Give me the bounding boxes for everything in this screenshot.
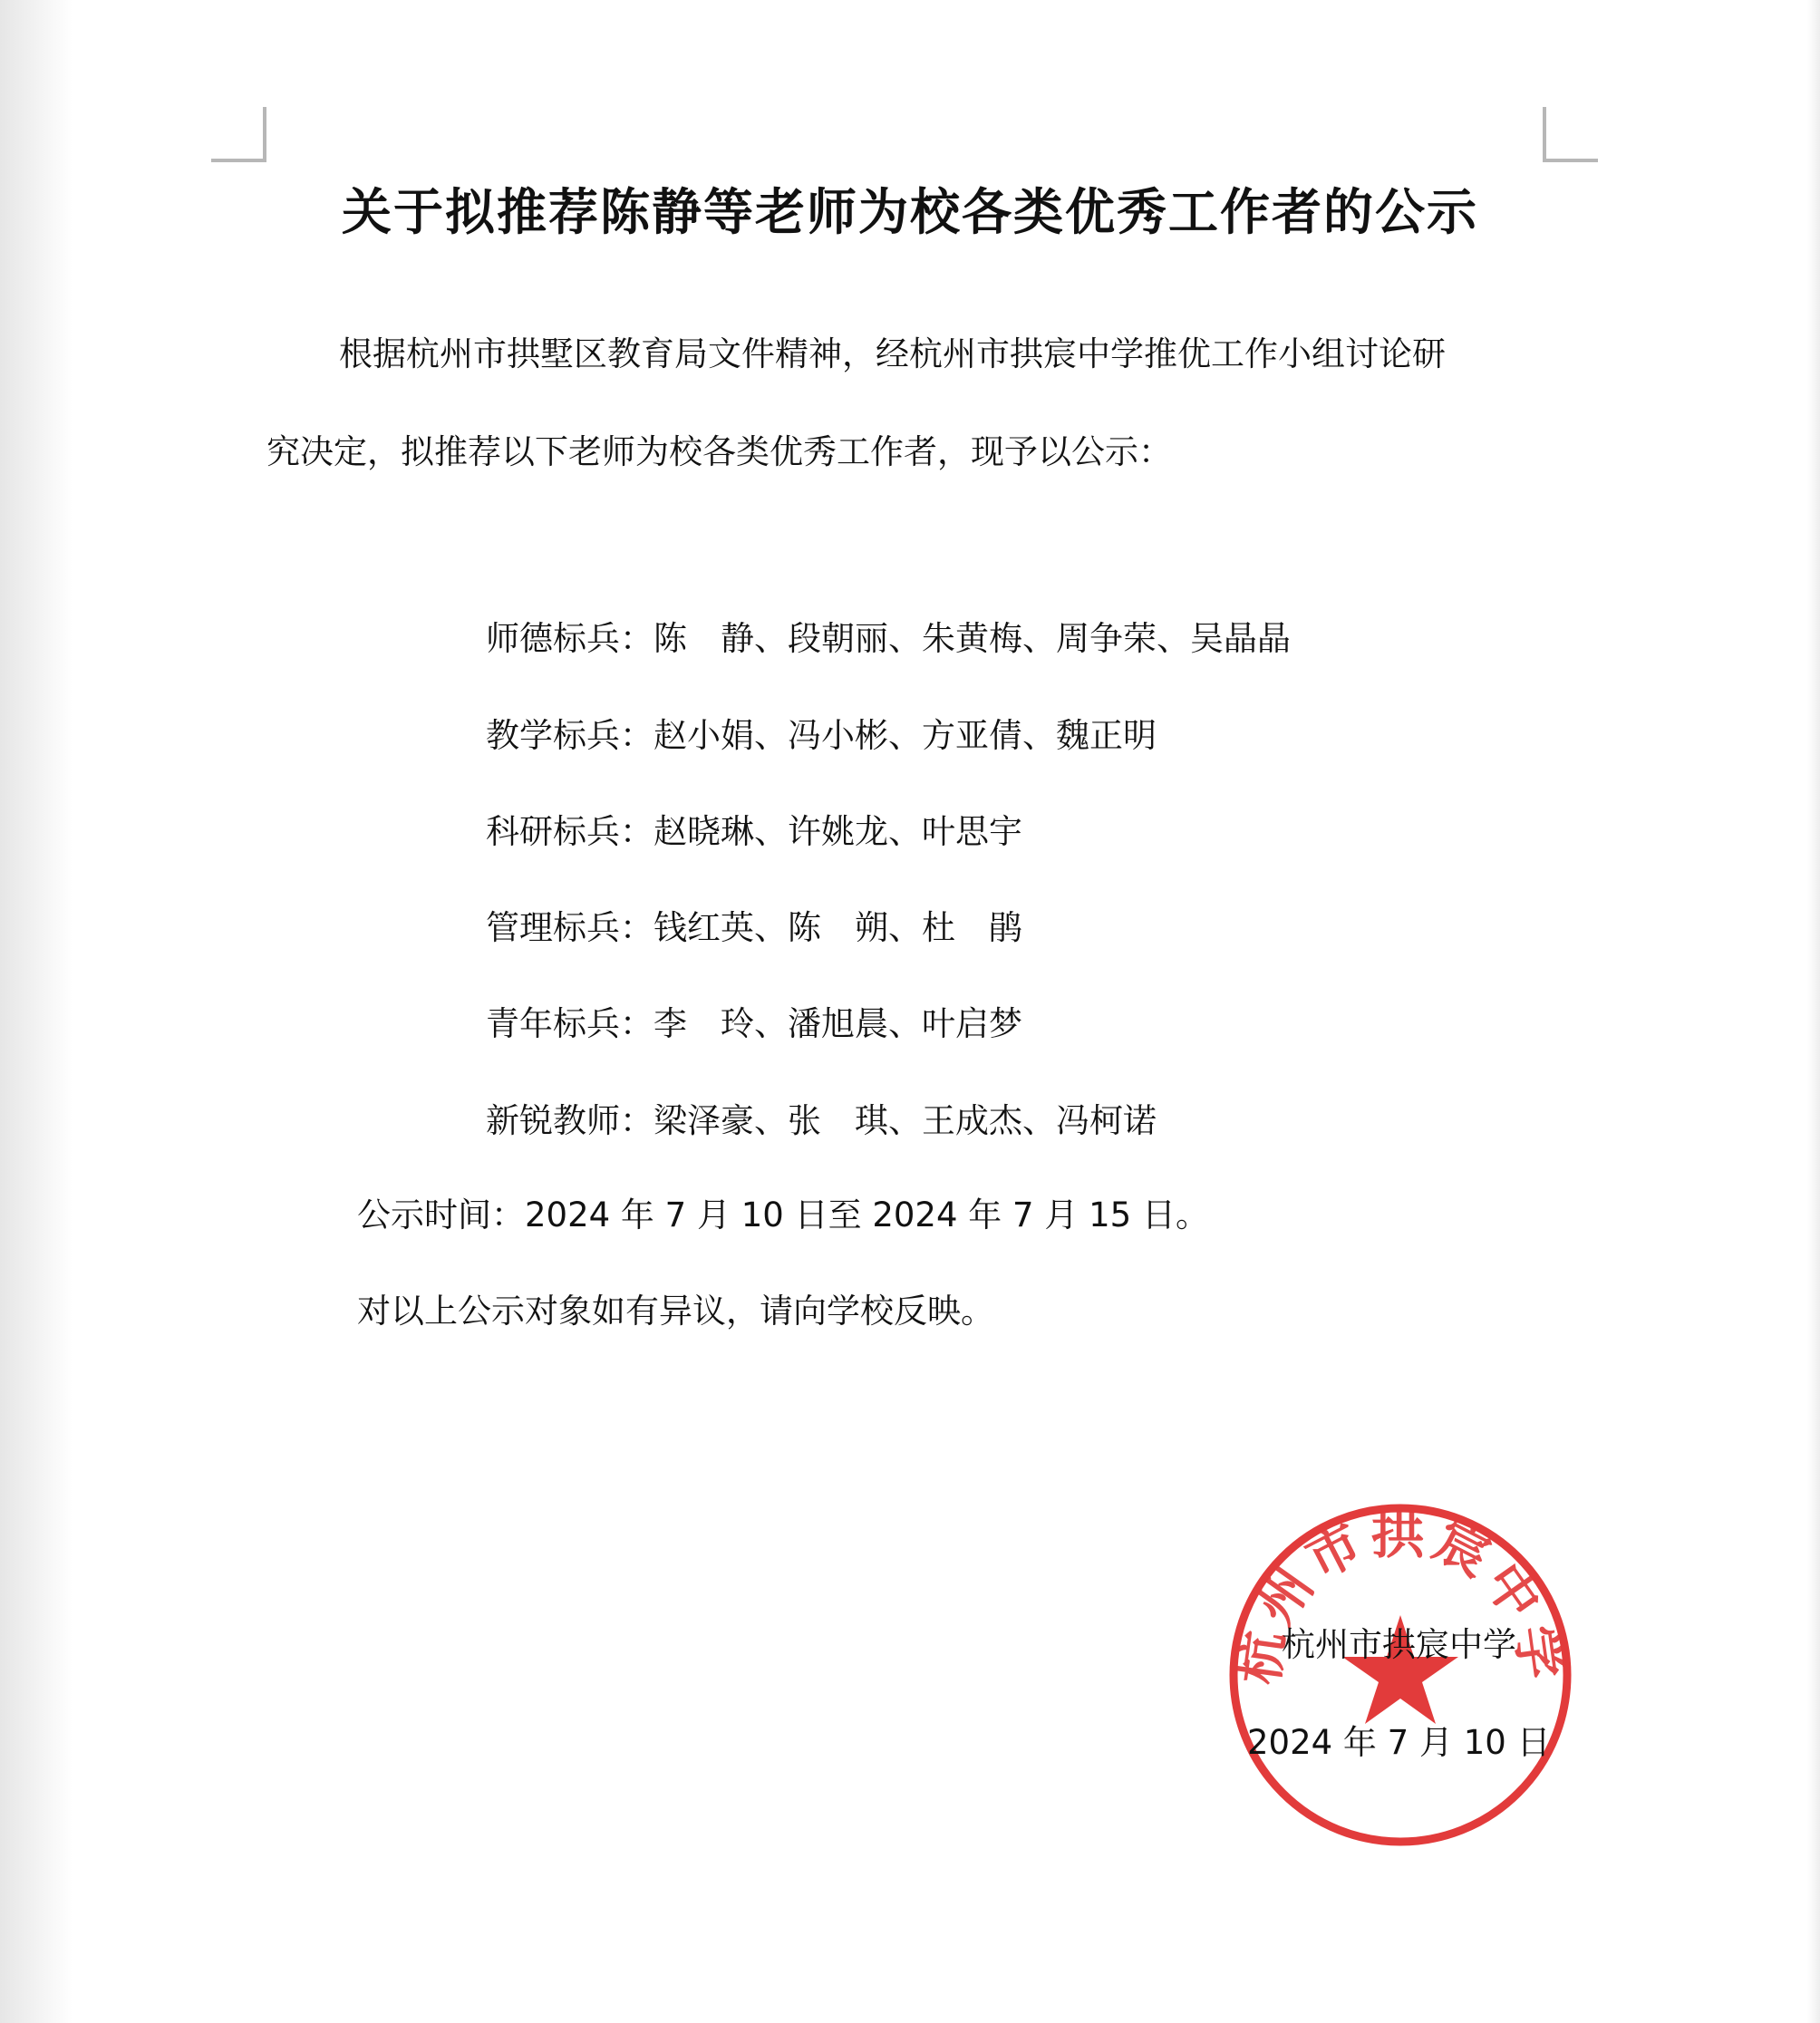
award-line	[486, 716, 1157, 755]
crop-mark-top-right	[1543, 107, 1598, 162]
award-line	[486, 1101, 1157, 1140]
seal-text: 杭州市拱宸中学	[1227, 1503, 1573, 1689]
award-category-label: 师德标兵：	[486, 619, 653, 658]
announcement-period: 公示时间：2024 年 7 月 10 日至 2024 年 7 月 15 日。	[357, 1195, 1209, 1234]
award-category-label: 管理标兵：	[486, 908, 653, 947]
award-line	[486, 908, 1022, 947]
intro-paragraph-line-2: 究决定，拟推荐以下老师为校各类优秀工作者，现予以公示：	[266, 432, 1172, 471]
award-line	[486, 812, 1022, 851]
intro-paragraph-line-1: 根据杭州市拱墅区教育局文件精神，经杭州市拱宸中学推优工作小组讨论研	[339, 334, 1446, 373]
award-line	[486, 619, 1291, 658]
document-title: 关于拟推荐陈静等老师为校各类优秀工作者的公示	[341, 183, 1478, 241]
award-names: 陈 静、段朝丽、朱黄梅、周争荣、吴晶晶	[653, 619, 1291, 658]
award-names: 李 玲、潘旭晨、叶启梦	[653, 1004, 1022, 1043]
award-line	[486, 1004, 1022, 1043]
award-names: 赵小娟、冯小彬、方亚倩、魏正明	[653, 716, 1157, 755]
award-category-label: 青年标兵：	[486, 1004, 653, 1043]
award-names: 梁泽豪、张 琪、王成杰、冯柯诺	[653, 1101, 1157, 1140]
award-category-label: 科研标兵：	[486, 812, 653, 851]
school-seal	[1226, 1501, 1574, 1849]
award-names: 赵晓琳、许姚龙、叶思宇	[653, 812, 1022, 851]
signature-date: 2024 年 7 月 10 日	[1247, 1723, 1551, 1762]
award-category-label: 教学标兵：	[486, 716, 653, 755]
objection-notice: 对以上公示对象如有异议，请向学校反映。	[357, 1292, 994, 1331]
crop-mark-top-left	[211, 107, 266, 162]
award-names: 钱红英、陈 朔、杜 鹃	[653, 908, 1022, 947]
page-shadow-right	[1807, 0, 1820, 2023]
signature-organization: 杭州市拱宸中学	[1282, 1625, 1516, 1664]
page-shadow-left	[0, 0, 73, 2023]
award-category-label: 新锐教师：	[486, 1101, 653, 1140]
